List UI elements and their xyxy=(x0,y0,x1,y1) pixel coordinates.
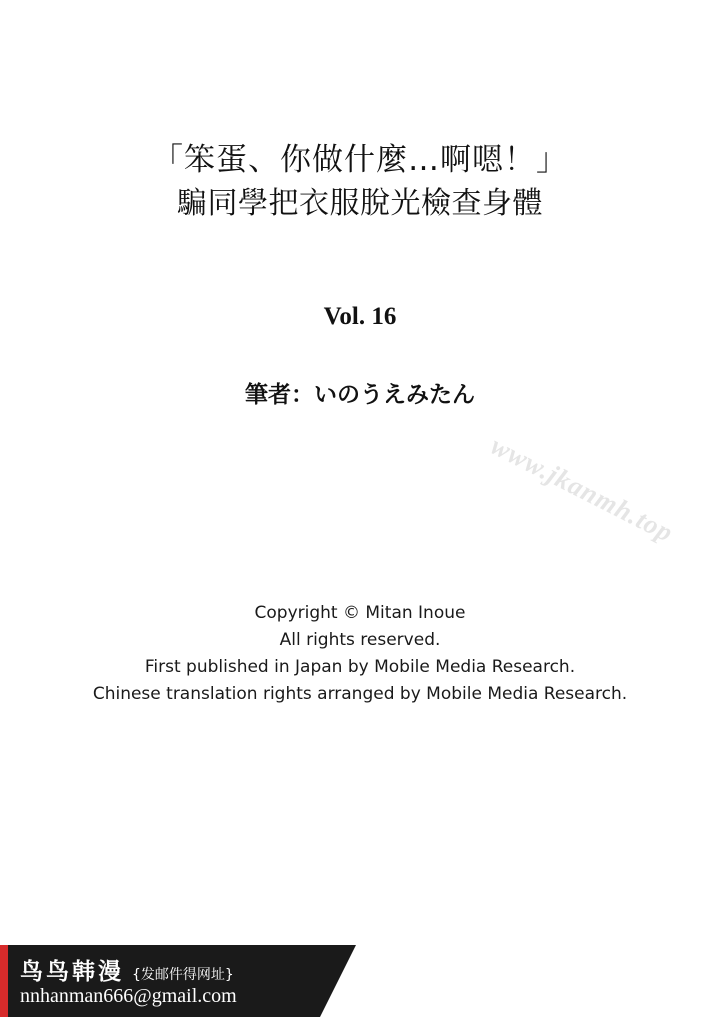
copyright-line-3: First published in Japan by Mobile Media Research. xyxy=(144,657,576,677)
title-line-1: 「笨蛋、你做什麼…啊嗯！」 xyxy=(152,142,568,178)
promo-banner xyxy=(0,945,720,1017)
banner-note: {发邮件得网址} xyxy=(132,967,234,983)
watermark-text: www.jkanmh.top xyxy=(486,430,679,548)
banner-title-row xyxy=(20,953,234,986)
copyright-line-2: All rights reserved. xyxy=(279,630,441,650)
author-label: 筆者：いのうえみたん xyxy=(245,382,475,408)
banner-accent-stripe xyxy=(0,945,8,1017)
copyright-line-4: Chinese translation rights arranged by Mobile Media Research. xyxy=(92,684,628,704)
copyright-line-1: Copyright © Mitan Inoue xyxy=(254,603,466,623)
volume-label: Vol. 16 xyxy=(323,303,397,330)
banner-email[interactable]: nnhanman666@gmail.com xyxy=(20,985,237,1007)
title-line-2: 騙同學把衣服脫光檢查身體 xyxy=(177,186,543,221)
copyright-block xyxy=(0,600,720,708)
title-block xyxy=(0,138,720,226)
banner-brand-name: 鸟鸟韩漫 xyxy=(20,959,124,985)
site-watermark xyxy=(452,432,712,562)
